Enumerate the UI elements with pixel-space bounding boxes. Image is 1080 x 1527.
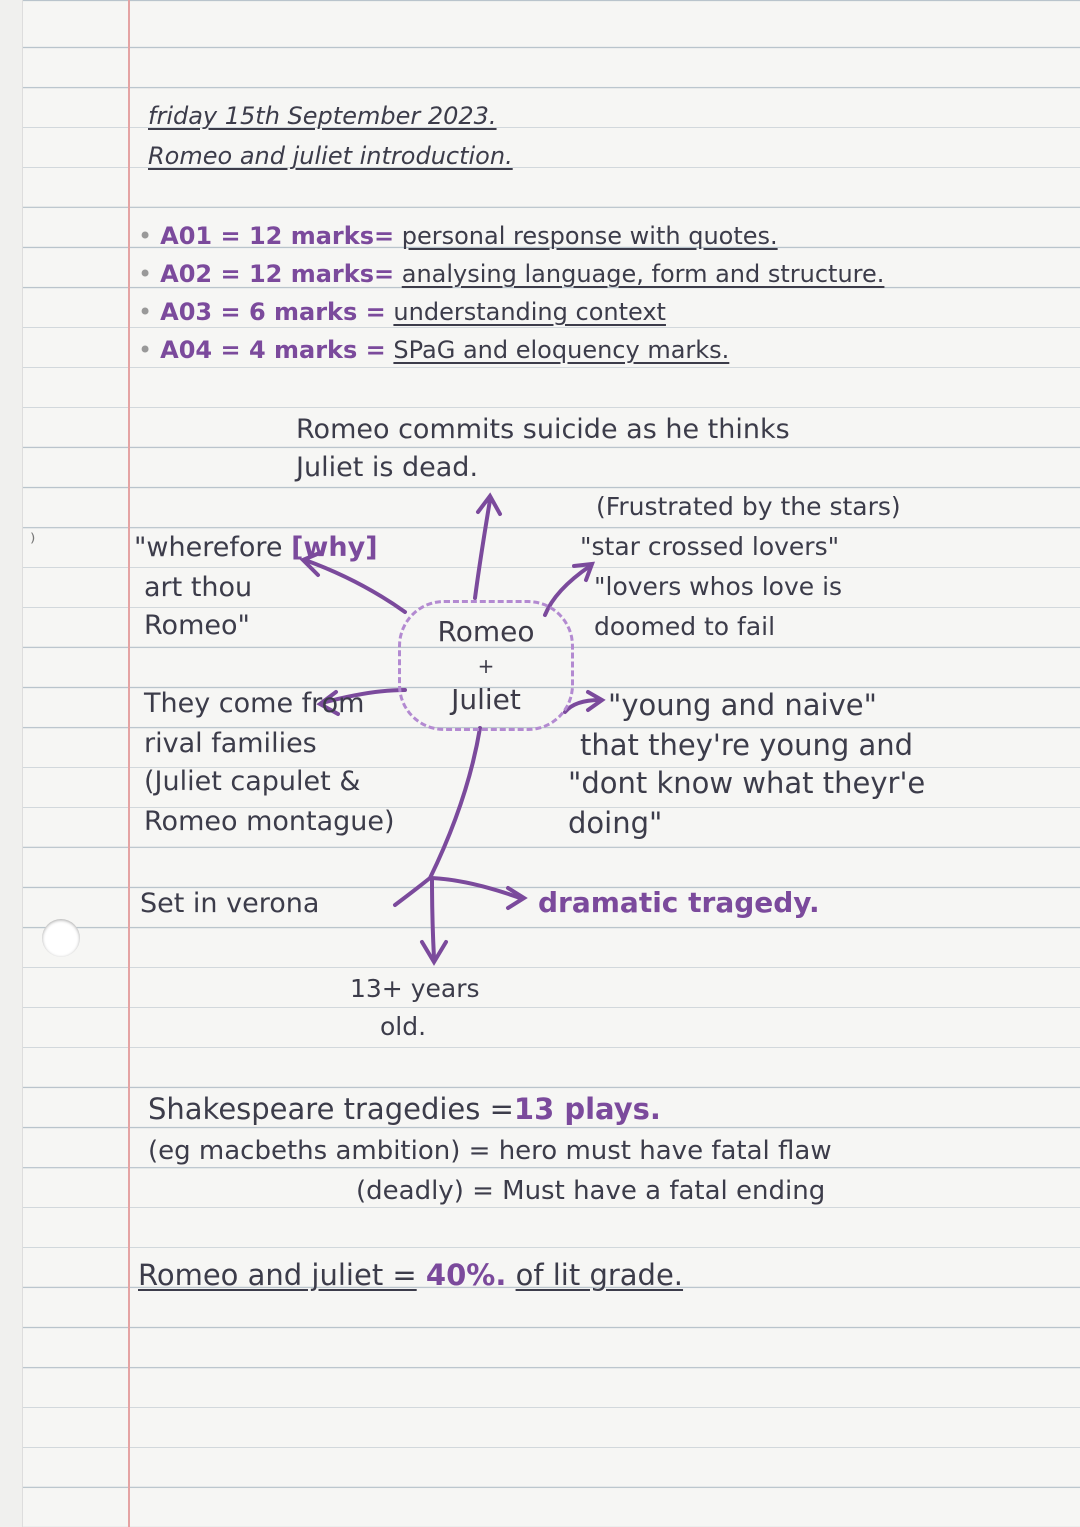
- bullet-icon: •: [138, 222, 153, 250]
- date-heading: friday 15th September 2023.: [148, 102, 497, 130]
- wherefore-quote: art thou: [144, 572, 253, 603]
- suicide-note: Romeo commits suicide as he thinks: [296, 414, 790, 445]
- setting-note: Set in verona: [140, 888, 320, 919]
- suicide-note: Juliet is dead.: [296, 452, 479, 483]
- young-quote: "dont know what theyr'e: [568, 766, 926, 800]
- stars-quote: doomed to fail: [594, 612, 776, 641]
- tragedies-note: Shakespeare tragedies =13 plays.: [148, 1092, 661, 1126]
- arrow-up: [475, 500, 490, 598]
- assessment-item: • A02 = 12 marks= analysing language, form and structure.: [138, 260, 885, 288]
- rival-note: (Juliet capulet &: [144, 766, 361, 797]
- bullet-icon: •: [138, 336, 153, 364]
- assessment-item: • A01 = 12 marks= personal response with quotes.: [138, 222, 778, 250]
- young-note: that they're young and: [580, 728, 914, 762]
- center-plus: +: [477, 653, 495, 678]
- age-note: old.: [380, 1012, 427, 1041]
- rival-note: rival families: [144, 728, 317, 759]
- mindmap-center: [398, 600, 574, 731]
- grade-note: Romeo and juliet = 40%. of lit grade.: [138, 1258, 684, 1292]
- stars-quote: "star crossed lovers": [580, 532, 840, 561]
- stars-quote: "lovers whos love is: [594, 572, 843, 601]
- rival-note: Romeo montague): [144, 806, 395, 837]
- page-title: Romeo and juliet introduction.: [148, 142, 513, 170]
- rival-note: They come from: [144, 688, 365, 719]
- arrow-wherefore: [305, 560, 405, 612]
- fatal-ending-note: (deadly) = Must have a fatal ending: [356, 1176, 826, 1206]
- hole-mark-icon: ⁾: [30, 530, 36, 555]
- center-romeo: Romeo: [437, 614, 535, 648]
- wherefore-quote: Romeo": [144, 610, 250, 641]
- bullet-icon: •: [138, 298, 153, 326]
- stars-note: (Frustrated by the stars): [596, 492, 901, 521]
- assessment-item: • A03 = 6 marks = understanding context: [138, 298, 666, 326]
- wherefore-quote: "wherefore [why]: [134, 532, 378, 563]
- genre-note: dramatic tragedy.: [538, 886, 820, 919]
- assessment-item: • A04 = 4 marks = SPaG and eloquency marks.: [138, 336, 730, 364]
- age-note: 13+ years: [350, 974, 480, 1003]
- young-quote: "young and naive": [608, 688, 877, 722]
- bullet-icon: •: [138, 260, 153, 288]
- center-juliet: Juliet: [451, 682, 521, 716]
- young-quote: doing": [568, 806, 663, 840]
- arrow-age: [432, 880, 434, 958]
- macbeth-example: (eg macbeths ambition) = hero must have fatal flaw: [148, 1136, 832, 1166]
